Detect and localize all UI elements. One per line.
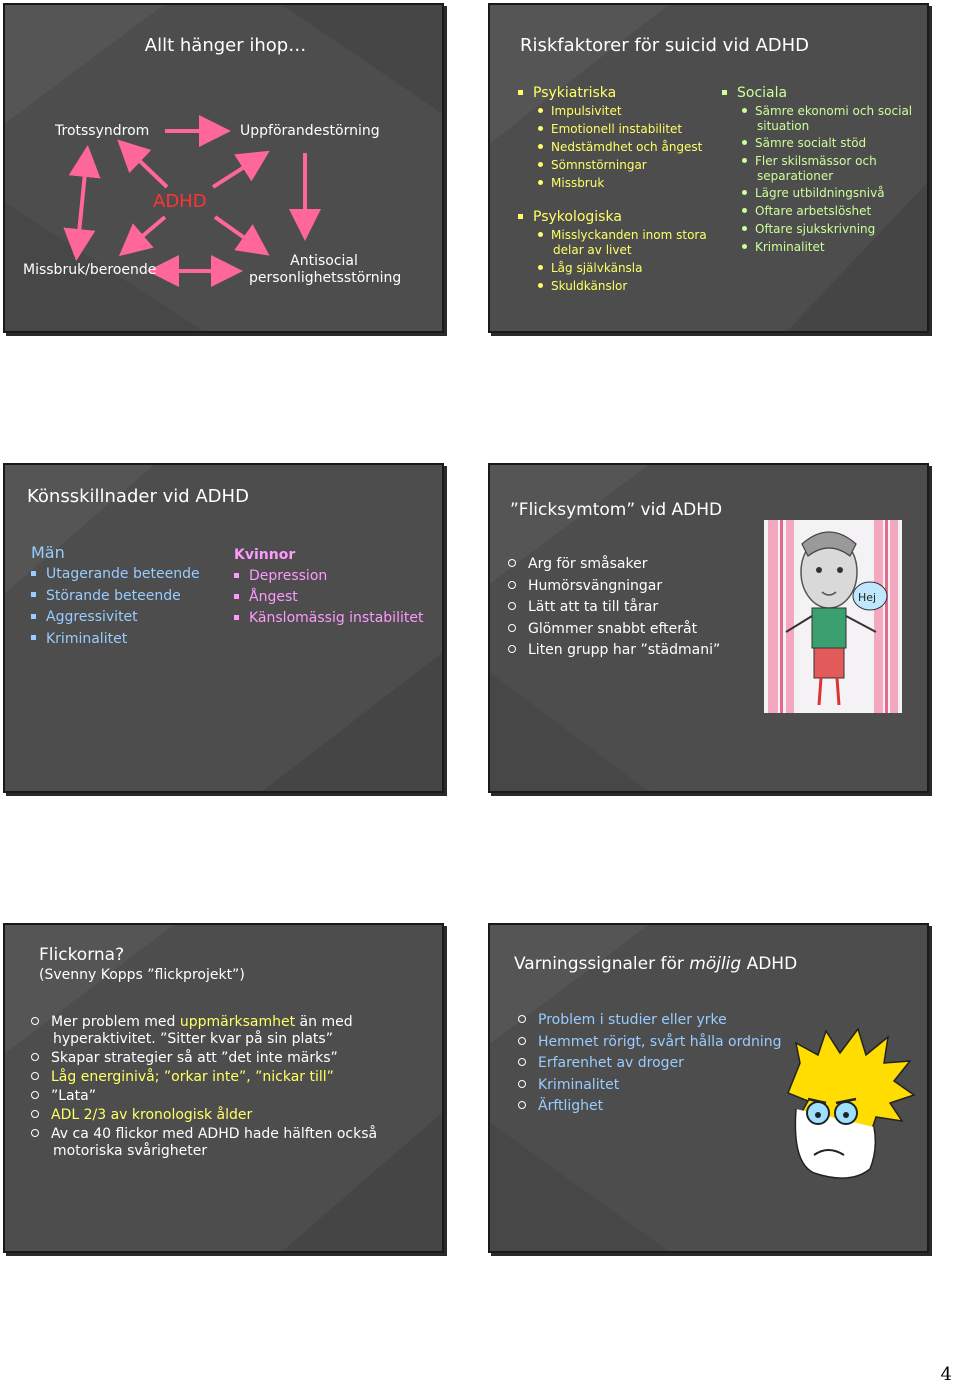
slide-title (514, 954, 797, 974)
list-item: Sämre socialt stöd (742, 136, 922, 151)
list-item: Ångest (234, 588, 434, 606)
slide-varningssignaler (488, 923, 929, 1253)
list-item: Störande beteende (31, 586, 221, 608)
arrow-to-missbruk (125, 217, 165, 251)
list-item: Hemmet rörigt, svårt hålla ordning (518, 1032, 782, 1054)
women-heading: Kvinnor (234, 547, 296, 563)
flicksymtom-list (508, 554, 720, 662)
page-number: 4 (940, 1364, 952, 1385)
list-item: ”Lata” (31, 1088, 411, 1105)
center-adhd-label: ADHD (153, 191, 207, 212)
list-item: Skuldkänslor (538, 279, 708, 294)
title-part: Varningssignaler för (514, 954, 690, 974)
item-text: än med hyperaktivitet. ”Sitter kvar på sin plats” (53, 1014, 353, 1047)
list-item: Skapar strategier så att ”det inte märks” (31, 1050, 411, 1067)
list-item: Av ca 40 flickor med ADHD hade hälften också motoriska svårigheter (31, 1126, 411, 1160)
slide-title: ”Flicksymtom” vid ADHD (510, 500, 723, 520)
list-item: Kriminalitet (742, 240, 922, 255)
list-item: Känslomässig instabilitet (234, 609, 434, 627)
arrow-to-trots (123, 145, 167, 187)
slide-flicksymtom (488, 463, 929, 793)
sociala-heading: Sociala (722, 85, 922, 101)
arrow-to-antisocial (215, 217, 263, 251)
women-list (234, 567, 434, 627)
list-item: Impulsivitet (538, 104, 708, 119)
list-item: Aggressivitet (31, 607, 221, 629)
list-item: Oftare sjukskrivning (742, 222, 922, 237)
slide-flickorna (3, 923, 444, 1253)
slide-title: Riskfaktorer för suicid vid ADHD (520, 35, 810, 56)
list-item: Sämre ekonomi och social situation (742, 104, 922, 134)
item-text: Mer problem med (51, 1014, 180, 1030)
node-uppforandestorning: Uppförandestörning (240, 123, 380, 139)
list-item: Fler skilsmässor och separationer (742, 154, 922, 184)
list-item: Erfarenhet av droger (518, 1053, 782, 1075)
node-antisocial-line1: Antisocial (290, 253, 358, 269)
confused-face-image (778, 1023, 916, 1183)
psykologiska-list (538, 228, 708, 294)
list-item: Humörsvängningar (508, 576, 720, 598)
slide-title: Könsskillnader vid ADHD (27, 486, 249, 507)
node-antisocial (249, 253, 402, 287)
list-item: Kriminalitet (518, 1075, 782, 1097)
men-list (31, 564, 221, 650)
list-item: Lägre utbildningsnivå (742, 186, 922, 201)
list-item: Glömmer snabbt efteråt (508, 619, 720, 641)
slide-title: Allt hänger ihop… (144, 35, 307, 56)
psykiatriska-heading: Psykiatriska (518, 85, 708, 101)
flickorna-list (31, 1014, 411, 1160)
list-item: Sömnstörningar (538, 158, 708, 173)
list-item: Lätt att ta till tårar (508, 597, 720, 619)
girl-drawing-image (764, 520, 902, 713)
list-item: Depression (234, 567, 434, 585)
list-item: Emotionell instabilitet (538, 122, 708, 137)
node-missbruk: Missbruk/beroende (23, 262, 157, 278)
list-item: Låg energinivå; ”orkar inte”, ”nickar till” (31, 1069, 411, 1086)
node-trotssyndrom: Trotssyndrom (55, 123, 150, 139)
slide-riskfaktorer (488, 3, 929, 333)
arrow-to-uppforande (213, 155, 263, 187)
list-item: Problem i studier eller yrke (518, 1010, 782, 1032)
list-item: Kriminalitet (31, 629, 221, 651)
speech-text: Hej (858, 591, 877, 604)
list-item: Misslyckanden inom stora delar av livet (538, 228, 708, 258)
slide-subtitle: (Svenny Kopps ”flickprojekt”) (39, 967, 245, 983)
varningssignaler-list (518, 1010, 782, 1118)
list-item: Låg självkänsla (538, 261, 708, 276)
women-section (234, 547, 434, 627)
node-antisocial-line2: personlighetsstörning (249, 270, 402, 286)
title-part: ADHD (741, 954, 798, 974)
arrow-left-double (77, 153, 87, 253)
sociala-section (722, 85, 922, 258)
shirt-shape (812, 608, 846, 648)
list-item: Arg för småsaker (508, 554, 720, 576)
slide-konsskillnader (3, 463, 444, 793)
title-italic: möjlig (689, 954, 742, 974)
sociala-list (742, 104, 922, 255)
men-heading: Män (31, 543, 65, 562)
men-section (31, 543, 221, 650)
list-item: Ärftlighet (518, 1096, 782, 1118)
slide-allt-hanger-ihop (3, 3, 444, 333)
psykiatriska-list (538, 104, 708, 191)
list-item: Utagerande beteende (31, 564, 221, 586)
slide-title: Flickorna? (39, 945, 125, 965)
list-item: Missbruk (538, 176, 708, 191)
highlight-text: uppmärksamhet (179, 1014, 296, 1030)
psykiatriska-section (518, 85, 708, 297)
list-item: Oftare arbetslöshet (742, 204, 922, 219)
skirt-shape (814, 648, 844, 678)
list-item: Liten grupp har ”städmani” (508, 640, 720, 662)
psykologiska-heading: Psykologiska (518, 209, 708, 225)
list-item: ADL 2/3 av kronologisk ålder (31, 1107, 411, 1124)
list-item: Nedstämdhet och ångest (538, 140, 708, 155)
list-item (31, 1014, 411, 1048)
